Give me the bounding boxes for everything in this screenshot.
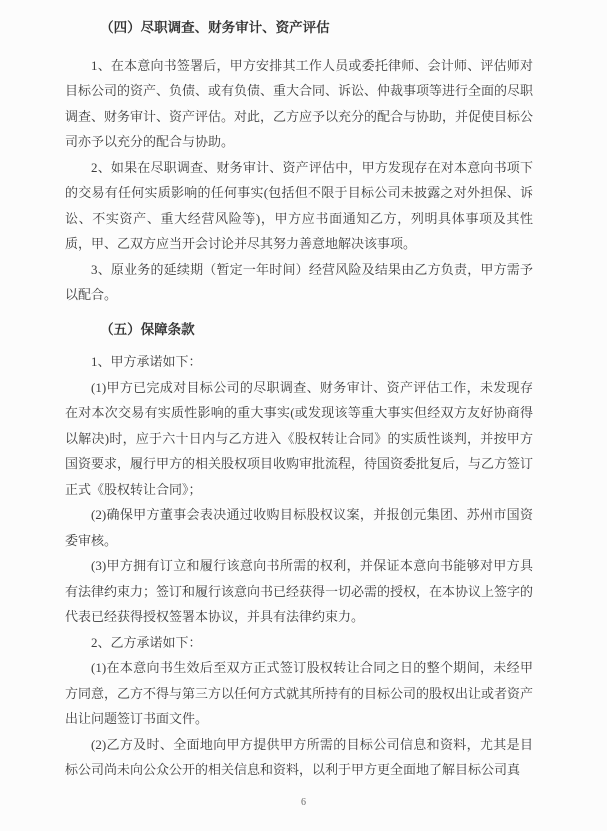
paragraph: 2、如果在尽职调查、财务审计、资产评估中，甲方发现存在对本意向书项下的交易有任何实质影响的任何事实(包括但不限于目标公司未披露之对外担保、诉讼、不实资产、重大经营风险等)，甲方应书面通知乙方，列明具体事项及其性质，甲、乙双方应当开会讨论并尽其努力善意地解决该事项。	[65, 159, 533, 251]
section-heading: （四）尽职调查、财务审计、资产评估	[100, 20, 330, 35]
paragraph: 1、甲方承诺如下：	[91, 354, 202, 369]
paragraph: (1)在本意向书生效后至双方正式签订股权转让合同之日的整个期间，未经甲方同意，乙方不得与第三方以任何方式就其所持有的目标公司的股权出让或者资产出让问题签订书面文件。	[65, 660, 534, 726]
paragraph: 2、乙方承诺如下：	[91, 634, 202, 650]
paragraph: 1、在本意向书签署后，甲方安排其工作人员或委托律师、会计师、评估师对目标公司的资产、负债、或有负债、重大合同、诉讼、仲裁事项等进行全面的尽职调查、财务审计、资产评估。对此，乙方应予以充分的配合与协助，并促使目标公司亦予以充分的配合与协助。	[65, 57, 534, 149]
section-guarantee-clauses	[65, 317, 533, 783]
page-number: 6	[301, 797, 306, 808]
paragraph: (1)甲方已完成对目标公司的尽职调查、财务审计、资产评估工作，未发现存在对本次交易有实质性影响的重大事实(或发现该等重大事实但经双方友好协商得以解决)时，应于六十日内与乙方进入《股权转让合同》的实质性谈判，并按甲方国资要求，履行甲方的相关股权项目收购审批流程，待国资委批复后，与乙方签订正式《股权转让合同》；	[65, 379, 534, 497]
section-due-diligence	[65, 15, 533, 308]
paragraph: (2)乙方及时、全面地向甲方提供甲方所需的目标公司信息和资料，尤其是目标公司尚未向公众公开的相关信息和资料，以利于甲方更全面地了解目标公司真	[65, 736, 533, 777]
paragraph: (2)确保甲方董事会表决通过收购目标股权议案，并报创元集团、苏州市国资委审核。	[65, 507, 533, 548]
paragraph: 3、原业务的延续期（暂定一年时间）经营风险及结果由乙方负责，甲方需予以配合。	[65, 261, 533, 302]
paragraph: (3)甲方拥有订立和履行该意向书所需的权利，并保证本意向书能够对甲方具有法律约束力；签订和履行该意向书已经获得一切必需的授权，在本协议上签字的代表已经获得授权签署本协议，并具有法律约束力。	[65, 558, 534, 624]
section-heading: （五）保障条款	[100, 321, 195, 337]
